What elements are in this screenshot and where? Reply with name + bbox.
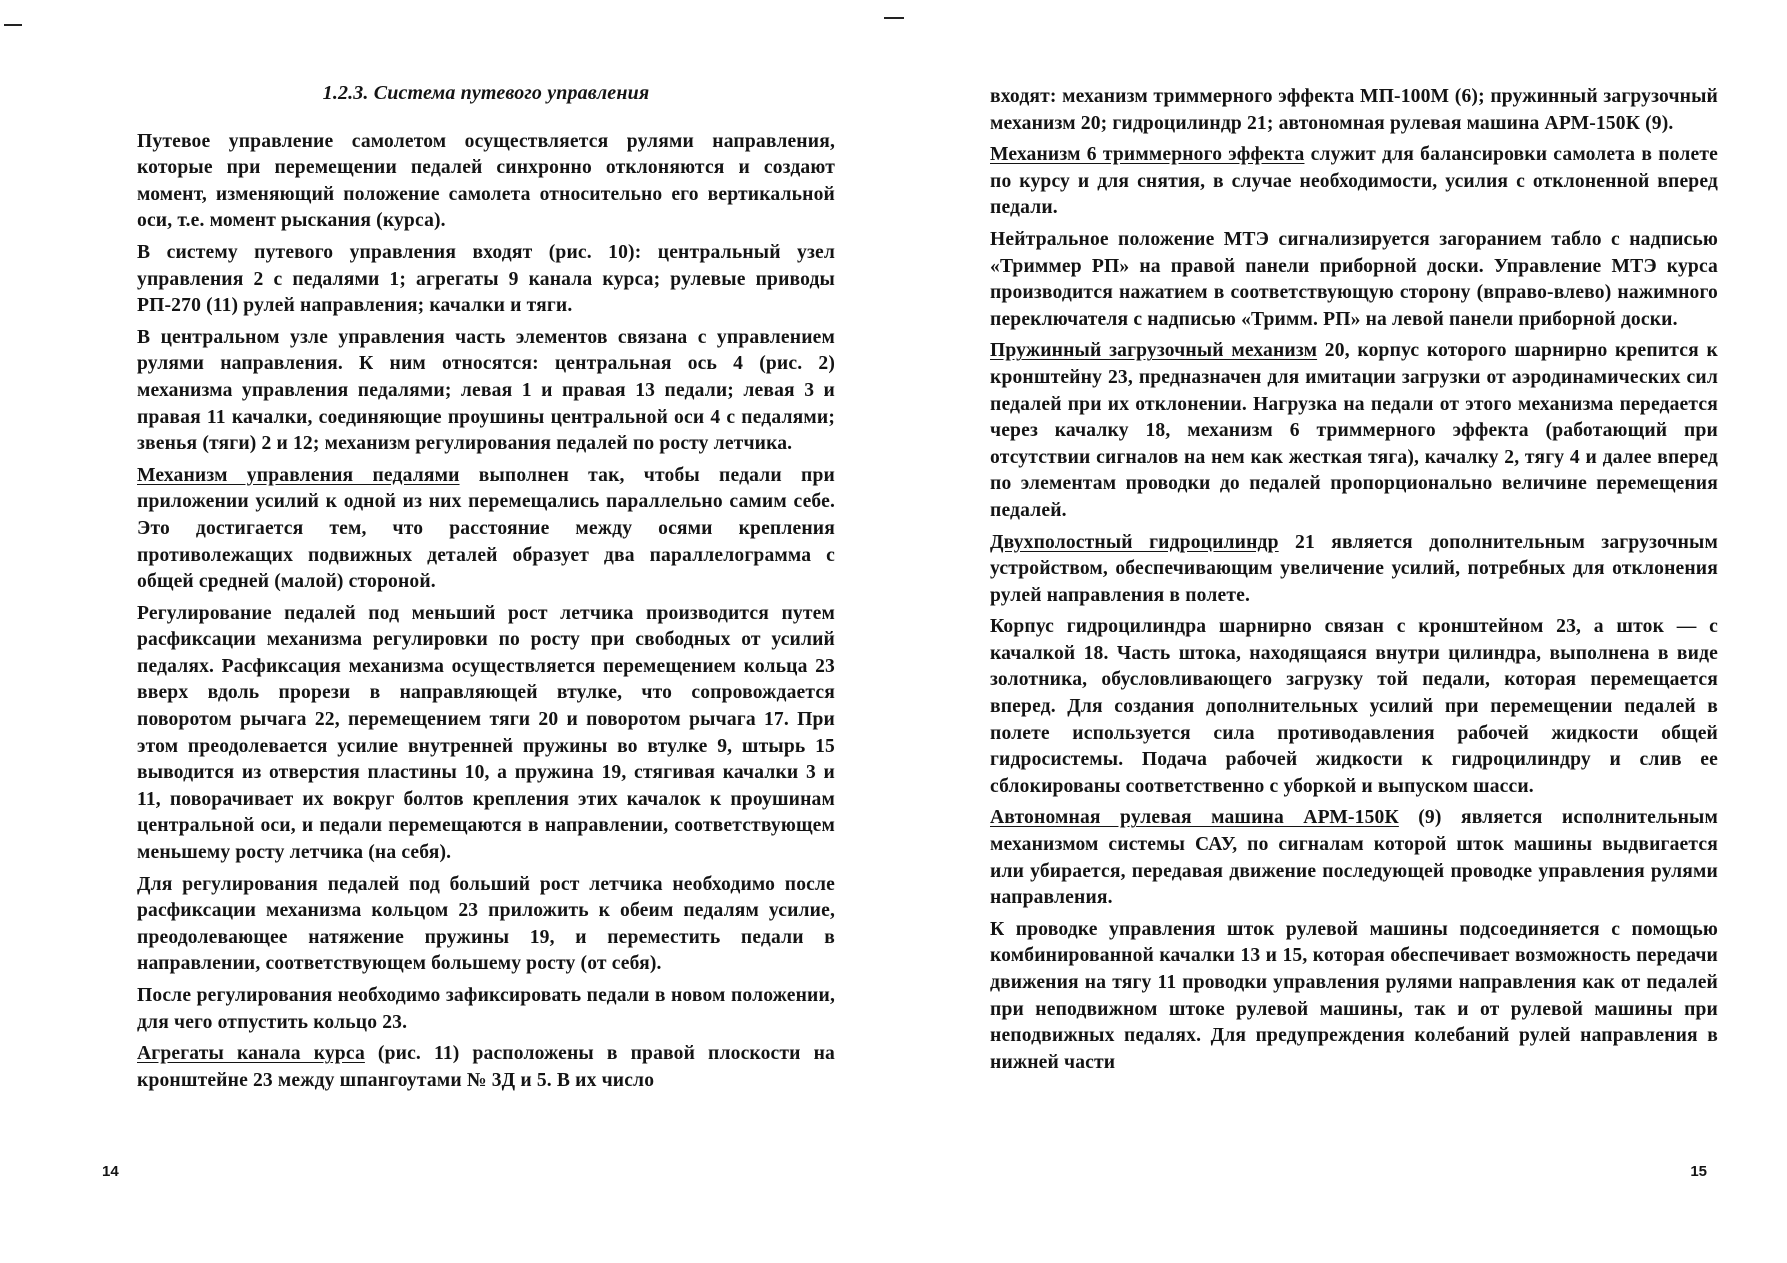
paragraph: [990, 338, 1718, 524]
page-number-left: 14: [102, 1163, 119, 1180]
paragraph: [990, 530, 1718, 610]
paragraph-text: 20, корпус которого шарнирно крепится к кронштейну 23, предназначен для имитации загрузки от аэродинамических сил педалей при их отклонении. Нагрузка на педали от этого механизма передается через качалку 18, механизм 6 триммерного эффекта (работающий при отсутствии сигналов на нем как жесткая тяга), качалку 2, тягу 4 и далее вперед по элементам проводки до педалей пропорционально величине перемещения педалей.: [990, 340, 1718, 521]
underlined-term: Пружинный загрузочный механизм: [990, 340, 1318, 362]
left-text-column: [137, 80, 835, 1099]
paragraph: [990, 142, 1718, 222]
paragraph: [137, 601, 835, 867]
paragraph: [137, 325, 835, 458]
underlined-term: Механизм 6 триммерного эффекта: [990, 144, 1305, 166]
underlined-term: Автономная рулевая машина АРМ-150К: [990, 807, 1399, 829]
section-heading: 1.2.3. Система путевого управления: [322, 82, 650, 104]
paragraph-text: входят: механизм триммерного эффекта МП-100М (6); пружинный загрузочный механизм 20; гидроцилиндр 21; автономная рулевая машина АРМ-150К (9).: [990, 86, 1718, 134]
underlined-term: Двухполостный гидроцилиндр: [990, 531, 1279, 553]
page-number-right: 15: [1690, 1163, 1707, 1180]
paragraph-text: (9) является исполнительным механизмом системы САУ, по сигналам которой шток машины выдвигается или убирается, передавая движение последующей проводке управления рулями направления.: [990, 807, 1718, 909]
right-paragraphs: [990, 84, 1718, 1076]
underlined-term: Механизм управления педалями: [137, 464, 460, 486]
paragraph-text: Путевое управление самолетом осуществляется рулями направления, которые при перемещении педалей синхронно отклоняются и создают момент, изменяющий положение самолета относительно его вертикальной оси, т.е. момент рыскания (курса).: [137, 130, 835, 232]
paragraph-text: После регулирования необходимо зафиксировать педали в новом положении, для чего отпустить кольцо 23.: [137, 985, 835, 1033]
paragraph-text: В центральном узле управления часть элементов связана с управлением рулями направления. К ним относятся: центральная ось 4 (рис. 2) механизма управления педалями; левая 1 и правая 13 педали; левая 3 и правая 11 качалки, соединяющие проушины центральной оси 4 с педалями; звенья (тяги) 2 и 12; механизм регулирования педалей по росту летчика.: [137, 326, 835, 455]
paragraph: [990, 84, 1718, 137]
right-page: [880, 0, 1787, 1263]
paragraph: [137, 983, 835, 1036]
right-text-column: [990, 84, 1718, 1081]
paragraph: [990, 917, 1718, 1077]
paragraph-text: Регулирование педалей под меньший рост летчика производится путем расфиксации механизма регулировки по росту при свободных от усилий педалях. Расфиксация механизма осуществляется перемещением кольца 23 вверх вдоль прорези в направляющей втулке, что сопровождается поворотом рычага 22, перемещением тяги 20 и поворотом рычага 17. При этом преодолевается усилие внутренней пружины во втулке 9, штырь 15 выводится из отверстия пластины 10, а пружина 19, стягивая качалки 3 и 11, поворачивает их вокруг болтов крепления этих качалок к проушинам центральной оси, и педали перемещаются в направлении, соответствующем меньшему росту летчика (на себя).: [137, 602, 835, 864]
paragraph-text: Нейтральное положение МТЭ сигнализируется загоранием табло с надписью «Триммер РП» на правой панели приборной доски. Управление МТЭ курса производится нажатием в соответствующую сторону (вправо-влево) нажимного переключателя с надписью «Тримм. РП» на левой панели приборной доски.: [990, 228, 1718, 330]
paragraph: [137, 240, 835, 320]
paragraph-text: выполнен так, чтобы педали при приложении усилий к одной из них перемещались параллельно самим себе. Это достигается тем, что расстояние между осями крепления противолежащих подвижных деталей образует два параллелограмма с общей средней (малой) стороной.: [137, 464, 835, 593]
paragraph: [137, 872, 835, 978]
paragraph: [990, 614, 1718, 800]
underlined-term: Агрегаты канала курса: [137, 1043, 365, 1065]
paragraph: [137, 1041, 835, 1094]
paragraph: [137, 463, 835, 596]
paragraph-text: В систему путевого управления входят (рис. 10): центральный узел управления 2 с педалями 1; агрегаты 9 канала курса; рулевые приводы РП-270 (11) рулей направления; качалки и тяги.: [137, 241, 835, 317]
paragraph-text: служит для балансировки самолета в полете по курсу и для снятия, в случае необходимости, усилия с отклоненной вперед педали.: [990, 144, 1718, 219]
left-page: [0, 0, 880, 1263]
paragraph: [990, 227, 1718, 333]
left-paragraphs: [137, 129, 835, 1095]
paragraph-text: 21 является дополнительным загрузочным устройством, обеспечивающим увеличение усилий, потребных для отклонения рулей направления в полете.: [990, 531, 1718, 606]
paragraph-text: К проводке управления шток рулевой машины подсоединяется с помощью комбинированной качалки 13 и 15, которая обеспечивает возможность передачи движения на тягу 11 проводки управления рулями направления как от педалей при неподвижном штоке рулевой машины, так и от рулевой машины при неподвижных педалях. Для предупреждения колебаний рулей направления в нижней части: [990, 918, 1718, 1073]
paragraph: [990, 805, 1718, 911]
paragraph-text: Корпус гидроцилиндра шарнирно связан с кронштейном 23, а шток — с качалкой 18. Часть штока, находящаяся внутри цилиндра, выполнена в виде золотника, обусловливающего загрузку той педали, которая перемещается вперед. Для создания дополнительных усилий при перемещении педалей в полете используется сила противодавления рабочей жидкости общей гидросистемы. Подача рабочей жидкости к гидроцилиндру и слив ее сблокированы соответственно с уборкой и выпуском шасси.: [990, 616, 1718, 797]
paragraph-text: Для регулирования педалей под больший рост летчика необходимо после расфиксации механизма кольцом 23 приложить к обеим педалям усилие, преодолевающее натяжение пружины 19, и переместить педали в направлении, соответствующем большему росту (от себя).: [137, 873, 835, 975]
paragraph-text: (рис. 11) расположены в правой плоскости на кронштейне 23 между шпангоутами № 3Д и 5. В их число: [137, 1043, 835, 1091]
paragraph: [137, 129, 835, 235]
